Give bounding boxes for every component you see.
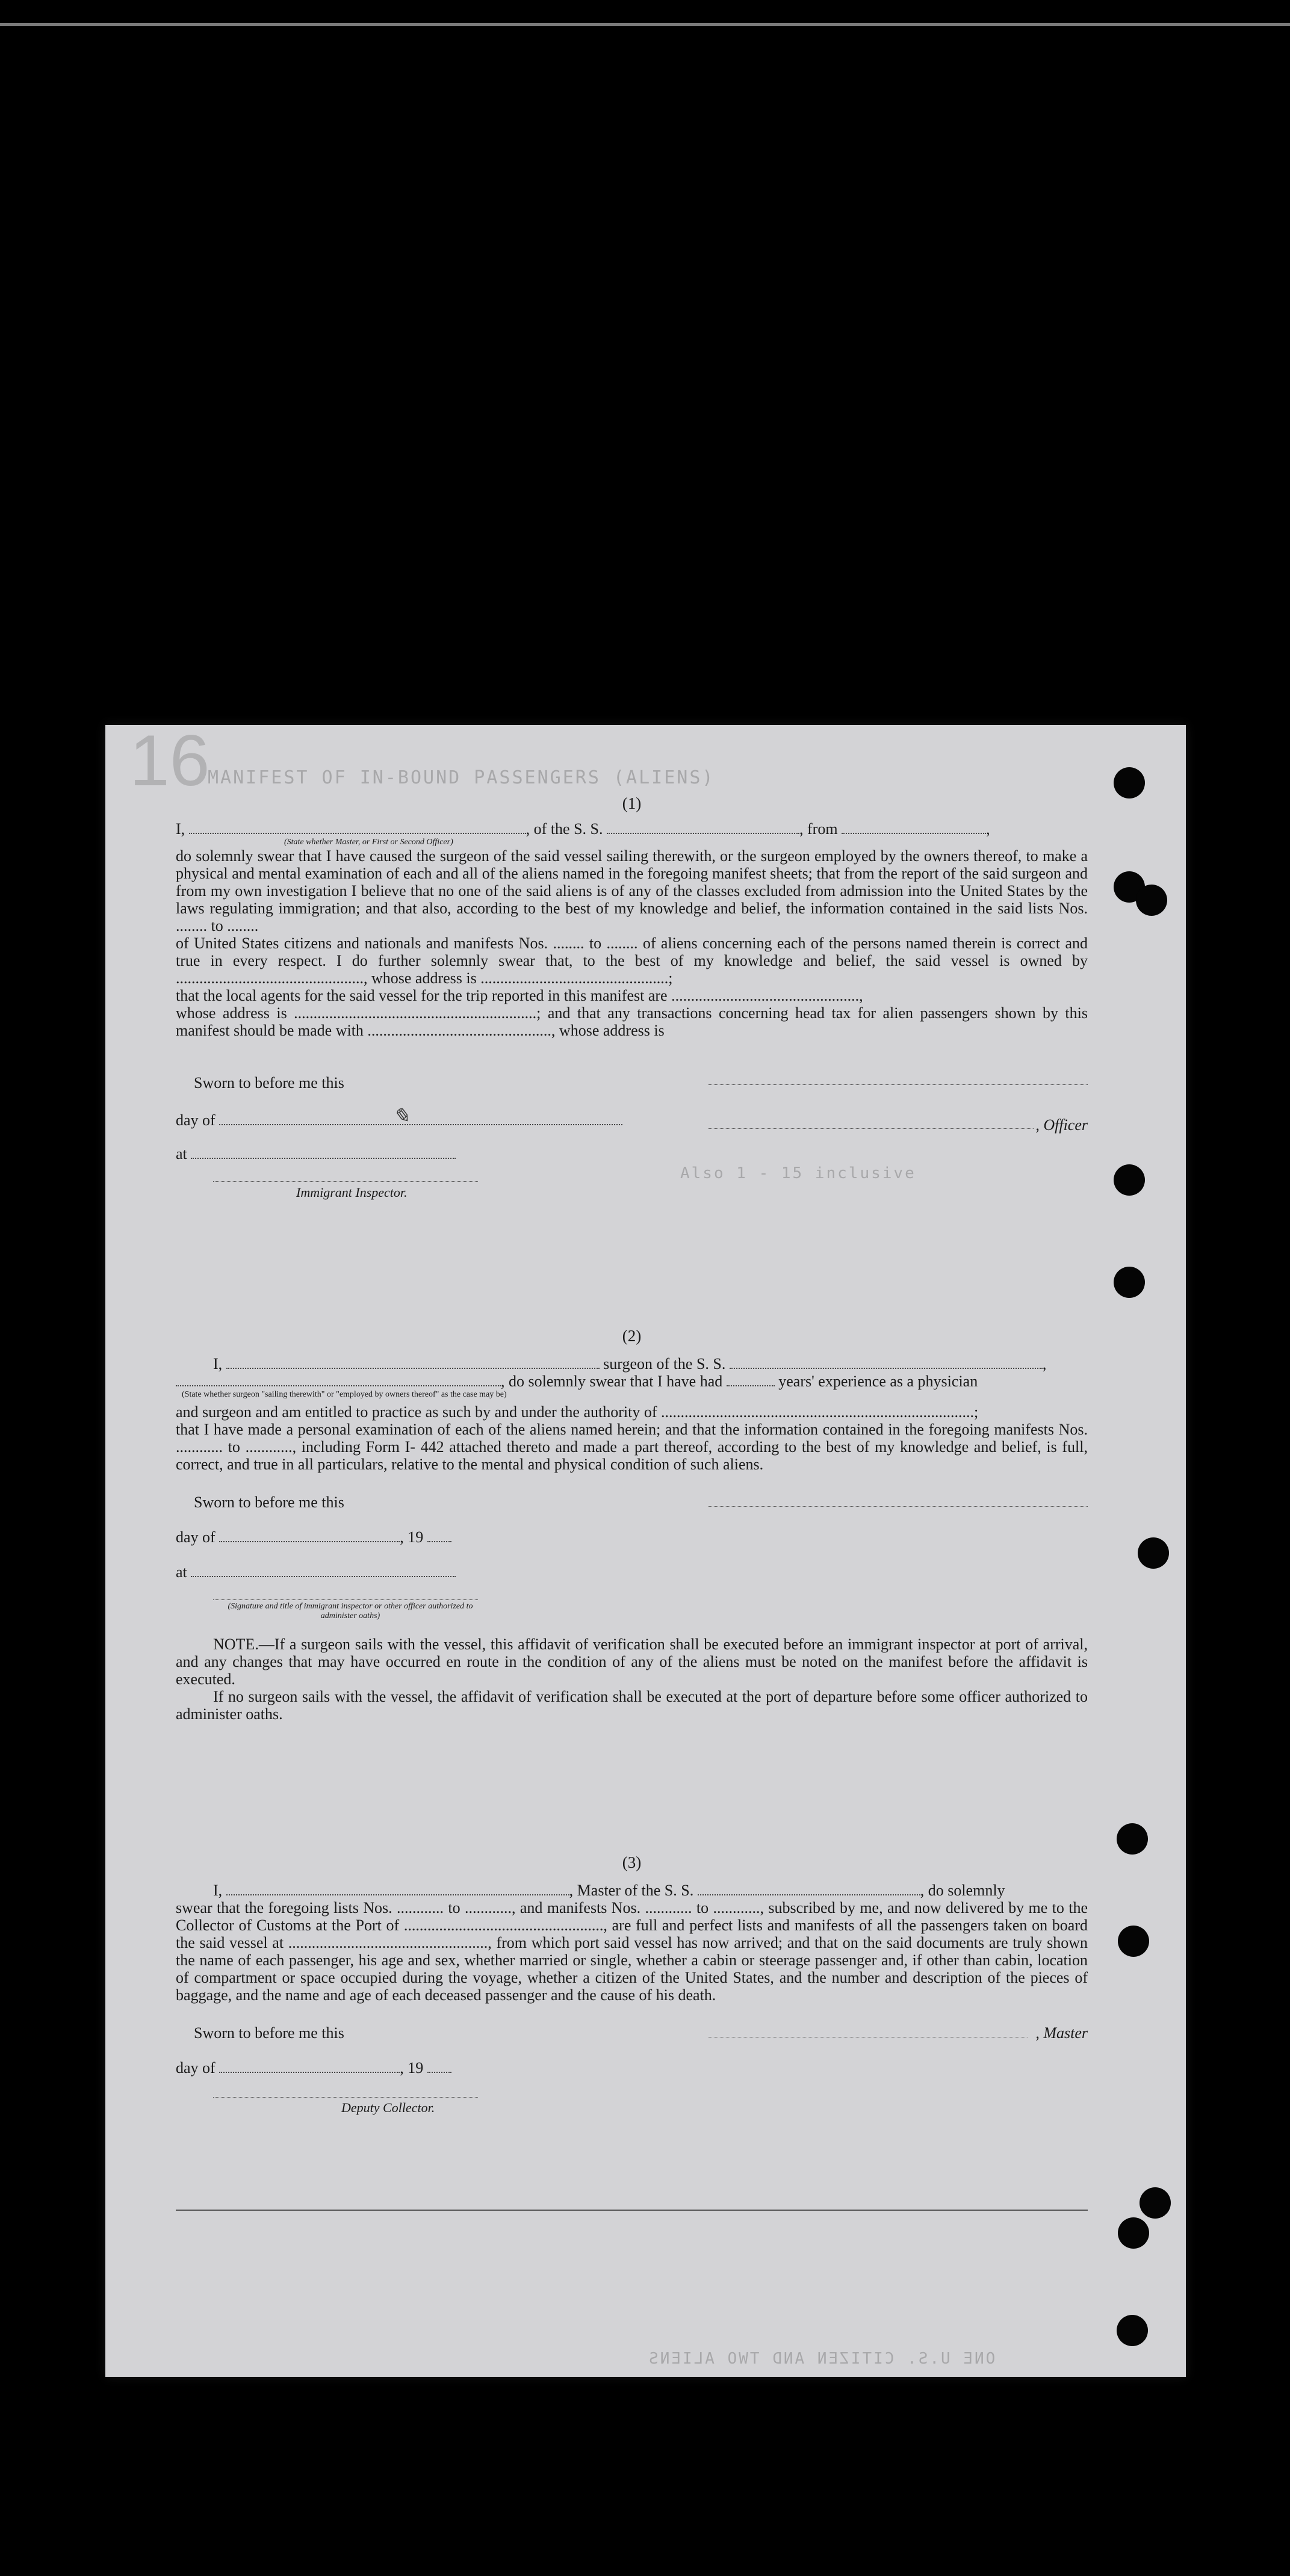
at-text-1 [176,1145,456,1163]
surgeon-vessel-blank [730,1356,1043,1369]
year-label: , 19 [400,2059,424,2077]
caption-surgeon-type: (State whether surgeon "sailing therewith" or "employed by owners thereof" as the case may be) [182,1390,507,1399]
section-3-number: (3) [622,1853,642,1871]
binder-hole [1114,1267,1145,1298]
note-paragraph-1 [176,1635,1088,1688]
surgeon-type-blank [176,1373,501,1386]
caption-master-officer: (State whether Master, or First or Second Officer) [284,838,453,847]
handwritten-signature-mark: ✎ [392,1104,410,1128]
note-label: NOTE. [213,1635,259,1653]
from-port-blank [842,821,986,834]
sworn-text-3: Sworn to before me this [194,2024,344,2042]
vessel-name-blank-3 [698,1882,920,1895]
section-3-line1 [176,1882,1088,1899]
bleed-bottom-text: ONE U.S. CITIZEN AND TWO ALIENS [647,2350,996,2368]
officer-label: , Officer [1035,1116,1088,1134]
section-1-number: (1) [622,794,642,812]
year-label: , 19 [400,1528,424,1546]
sworn-text-2: Sworn to before me this [194,1493,344,1511]
text-i: I, [213,1355,223,1373]
caption-signature-title: (Signature and title of immigrant inspector or other officer authorized to administer oaths) [228,1602,473,1620]
bleed-mid-text: Also 1 - 15 inclusive [680,1164,916,1182]
master-label: , Master [1035,2024,1088,2042]
note-paragraph-2: If no surgeon sails with the vessel, the affidavit of verification shall be executed at the port of departure before some officer authorized to administer oaths. [176,1688,1088,1723]
section-2-signature-block [176,1473,1088,1635]
at-text-2 [176,1563,456,1581]
binder-hole [1140,2187,1171,2219]
section-3-signature-block [176,2004,1088,2154]
section-2-para2: that I have made a personal examination of each of the aliens named herein; and that the information contained in the foregoing manifests Nos. ............ to ............, including Form I- 442 attached thereto and made a part thereof, according to the best of my knowledge and belief, is full, correct, and true in all particulars, relative to the mental and physical condition of such aliens. [176,1421,1088,1473]
at-blank [191,1146,456,1159]
binder-hole [1138,1537,1169,1569]
binder-hole [1118,2217,1149,2249]
bottom-divider-line [176,2210,1088,2211]
section-2-number: (2) [622,1327,642,1345]
collector-signature-line [213,2097,478,2098]
inspector-signature-line [213,1181,478,1182]
text-comma: , [986,820,990,838]
surgeon-name-blank [226,1356,600,1369]
surgeon-signature-line [709,1506,1088,1507]
binder-hole [1114,1164,1145,1196]
binder-hole [1114,767,1145,798]
day-of-label: day of [176,1111,216,1129]
sworn-text-1: Sworn to before me this [194,1074,344,1092]
text-comma: , [1042,1355,1047,1373]
year-blank [427,2060,451,2073]
day-of-blank [219,1112,622,1125]
section-2-para1: and surgeon and am entitled to practice as such by and under the authority of ................................................................................; [176,1403,979,1421]
section-1-line1 [176,820,1088,838]
master-name-blank-3 [226,1882,569,1895]
section-3-para1: swear that the foregoing lists Nos. ............ to ............, and manifests Nos. ............ to ............, subscribed by me, and now delivered by me to the Collector of Customs at the Port of ..................................................., are full and perfect lists and manifests of all the passengers taken on board the said vessel at ..................................................., from which port said vessel has now arrived; and that on the said documents are truly shown the name of each passenger, his age and sex, whether married or single, whether a cabin or steerage passenger and, if other than cabin, location of compartment or space occupied during the voyage, whether a citizen of the United States, and the number and description of the pieces of baggage, and the name and age of each deceased passenger and the cause of his death. [176,1899,1088,2004]
vessel-name-blank [607,821,799,834]
at-label: at [176,1563,187,1581]
text-surgeon-of-ss: surgeon of the S. S. [603,1355,726,1373]
section-1-master-affidavit [176,794,1088,1226]
section-2-surgeon-affidavit [176,1327,1088,1723]
text-master-of-ss: , Master of the S. S. [569,1882,694,1899]
binder-hole [1117,2315,1148,2346]
day-of-blank [219,2060,400,2073]
text-years-experience: years' experience as a physician [778,1373,978,1390]
officer-signature-line-upper [709,1084,1088,1085]
binder-hole [1136,885,1167,916]
document-page [105,720,1186,2377]
section-2-line2 [176,1373,1088,1390]
section-1-para3: that the local agents for the said vessel for the trip reported in this manifest are ................................................, [176,987,863,1004]
at-label: at [176,1145,187,1163]
inspector-caption: Immigrant Inspector. [296,1185,408,1200]
section-1-signature-block [176,1039,1088,1226]
binder-hole [1118,1926,1149,1957]
section-1-para1: do solemnly swear that I have caused the surgeon of the said vessel sailing therewith, or the surgeon employed by the owners thereof, to make a physical and mental examination of each and all of the aliens named in the foregoing manifest sheets; that from the report of the said surgeon and from my own investigation I believe that no one of the said aliens is of any of the classes excluded from admission into the United States by the laws regulating immigration; and that also, according to the best of my knowledge and belief, the information contained in the said lists Nos. ........ to ........ [176,847,1088,934]
section-2-line1 [176,1355,1088,1373]
inspector-signature-line-2 [213,1599,478,1600]
day-of-text-3 [176,2059,451,2077]
day-of-label: day of [176,1528,216,1546]
text-do-solemnly: , do solemnly [920,1882,1005,1899]
section-3-master-declaration [176,1853,1088,2154]
day-of-label: day of [176,2059,216,2077]
text-i: I, [176,820,185,838]
binder-hole [1117,1823,1148,1855]
text-i: I, [213,1882,223,1899]
years-blank [727,1373,775,1386]
day-of-text-2 [176,1528,451,1546]
text-do-solemnly-swear: , do solemnly swear that I have had [501,1373,723,1390]
text-of-ss: , of the S. S. [526,820,603,838]
bleed-number-stamp: 16 [129,720,210,801]
master-name-blank [189,821,526,834]
section-1-para2: of United States citizens and nationals and manifests Nos. ........ to ........ of aliens concerning each of the persons named therein is correct and true in every respect. I do further solemnly swear that, to the best of my knowledge and belief, the said vessel is owned by ................................................, whose address is ................................................; [176,934,1088,987]
year-blank [427,1529,451,1542]
note-text-1: —If a surgeon sails with the vessel, this affidavit of verification shall be executed before an immigrant inspector at port of arrival, and any changes that may have occurred en route in the condition of any of the aliens must be noted on the manifest before the affidavit is executed. [176,1635,1088,1688]
day-of-blank [219,1529,400,1542]
text-from: , from [799,820,838,838]
at-blank [191,1564,456,1577]
collector-caption: Deputy Collector. [341,2100,435,2115]
top-scan-line [0,23,1290,26]
section-1-para4: whose address is ..............................................................; and that any transactions concerning head tax for alien passengers shown by this manifest should be made with ..............................................., whose address is [176,1004,1088,1039]
bleed-header-text: MANIFEST OF IN-BOUND PASSENGERS (ALIENS) [208,767,715,788]
officer-signature-line [709,1128,1034,1129]
